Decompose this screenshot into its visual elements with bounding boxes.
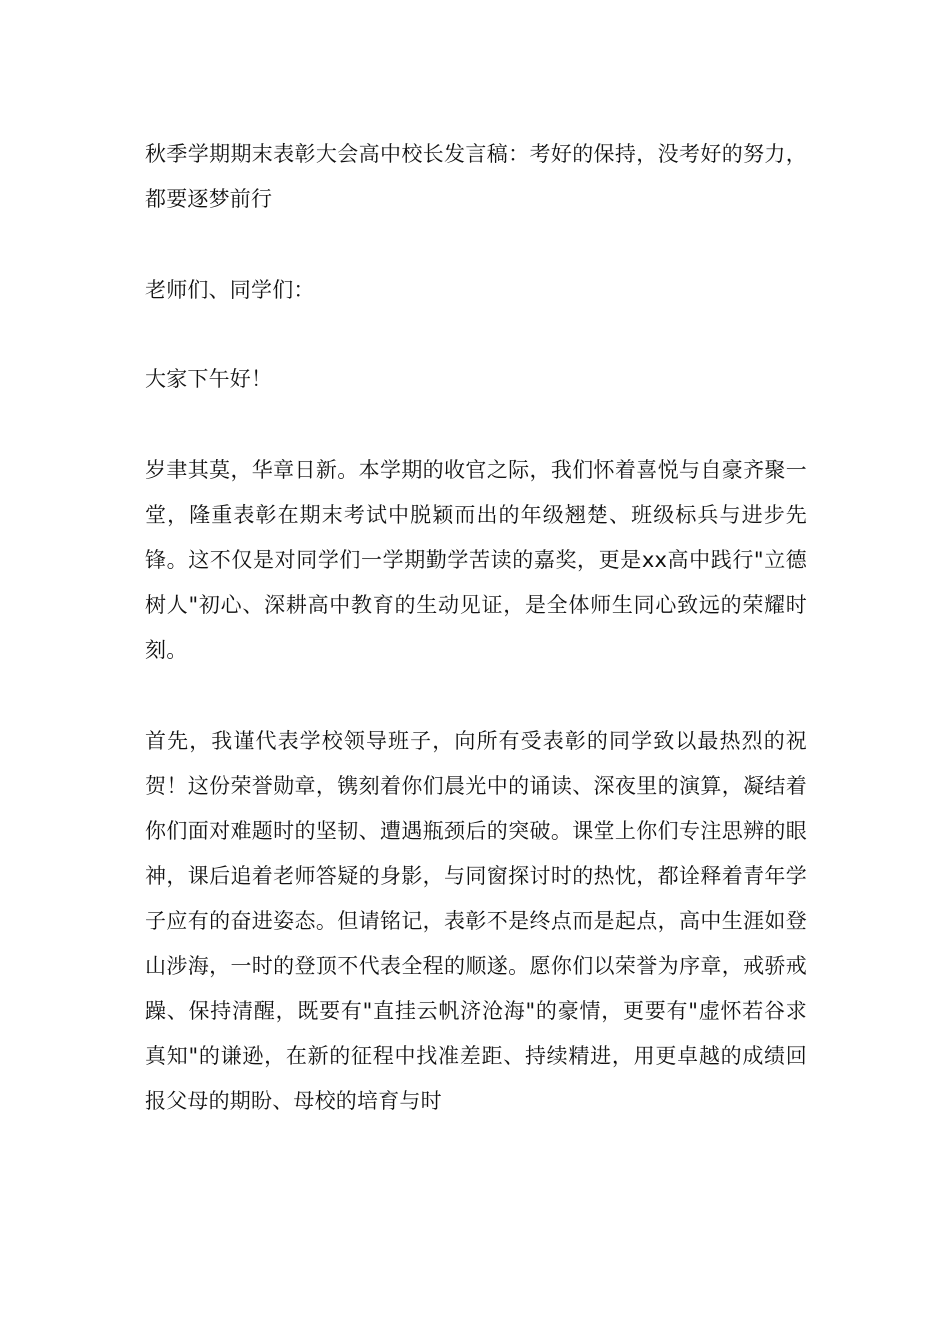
paragraph-1: 岁聿其莫，华章日新。本学期的收官之际，我们怀着喜悦与自豪齐聚一堂，隆重表彰在期末考试中脱颖而出的年级翘楚、班级标兵与进步先锋。这不仅是对同学们一学期勤学苦读的嘉奖，更是xx高中践行"立德树人"初心、深耕高中教育的生动见证，是全体师生同心致远的荣耀时刻。	[145, 458, 807, 662]
greeting: 大家下午好！	[145, 367, 273, 391]
paragraph-2: 首先，我谨代表学校领导班子，向所有受表彰的同学致以最热烈的祝贺！这份荣誉勋章，镌刻着你们晨光中的诵读、深夜里的演算，凝结着你们面对难题时的坚韧、遭遇瓶颈后的突破。课堂上你们专注思辨的眼神，课后追着老师答疑的身影，与同窗探讨时的热忱，都诠释着青年学子应有的奋进姿态。但请铭记，表彰不是终点而是起点，高中生涯如登山涉海，一时的登顶不代表全程的顺遂。愿你们以荣誉为序章，戒骄戒躁、保持清醒，既要有"直挂云帆济沧海"的豪情，更要有"虚怀若谷求真知"的谦逊，在新的征程中找准差距、持续精进，用更卓越的成绩回报父母的期盼、母校的培育与时	[145, 729, 807, 1113]
salutation: 老师们、同学们：	[145, 278, 315, 302]
document-body	[145, 132, 807, 1124]
document-title: 秋季学期期末表彰大会高中校长发言稿：考好的保持，没考好的努力，都要逐梦前行	[145, 142, 807, 211]
